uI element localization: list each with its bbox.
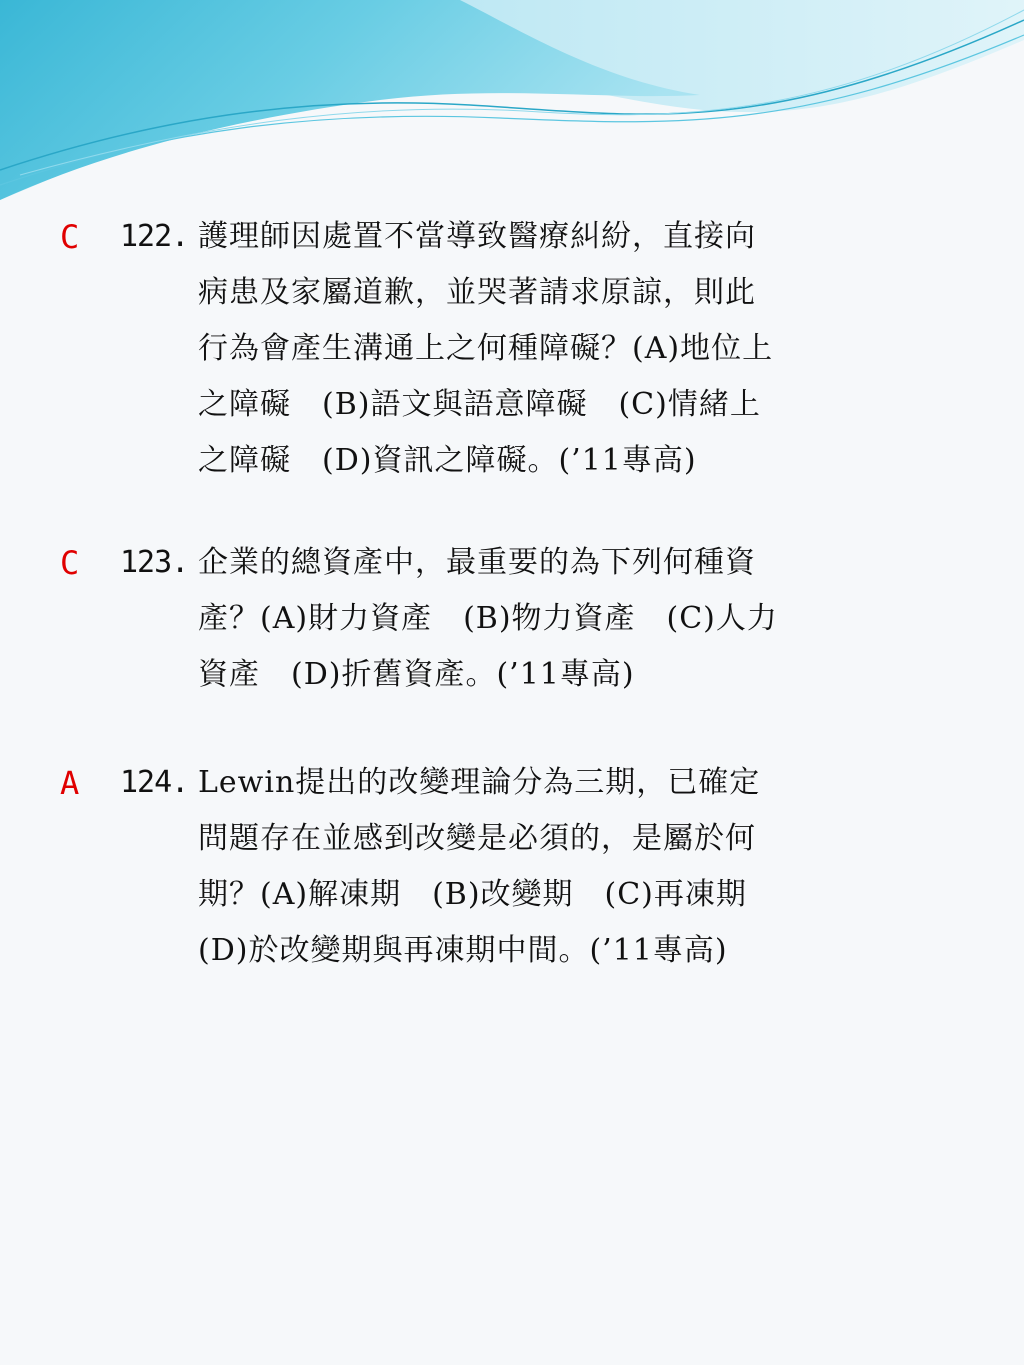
answer-key: A bbox=[60, 764, 80, 802]
question-text-line: 企業的總資產中，最重要的為下列何種資 bbox=[198, 545, 756, 580]
question-text-line: 之障礙 (B)語文與語意障礙 (C)情緒上 bbox=[198, 387, 761, 422]
question-text-line: 行為會產生溝通上之何種障礙？(A)地位上 bbox=[198, 331, 774, 366]
question-number: 122. bbox=[120, 219, 189, 254]
question-text-line: Lewin提出的改變理論分為三期，已確定 bbox=[198, 765, 761, 800]
question-text-line: 病患及家屬道歉，並哭著請求原諒，則此 bbox=[198, 275, 756, 310]
question-text-line: 期？(A)解凍期 (B)改變期 (C)再凍期 bbox=[198, 877, 747, 912]
question-123 bbox=[0, 536, 1024, 706]
question-text-line: 之障礙 (D)資訊之障礙。(’11專高) bbox=[198, 443, 697, 478]
header-wave-banner bbox=[0, 0, 1024, 230]
question-number: 123. bbox=[120, 545, 189, 580]
question-text-line: 產？(A)財力資產 (B)物力資產 (C)人力 bbox=[198, 601, 778, 636]
question-text-line: 護理師因處置不當導致醫療糾紛，直接向 bbox=[198, 219, 756, 254]
question-number: 124. bbox=[120, 765, 189, 800]
question-text-line: 資產 (D)折舊資產。(’11專高) bbox=[198, 657, 635, 692]
answer-key: C bbox=[60, 218, 80, 256]
question-text-line: 問題存在並感到改變是必須的，是屬於何 bbox=[198, 821, 756, 856]
question-122 bbox=[0, 210, 1024, 480]
question-124 bbox=[0, 756, 1024, 986]
answer-key: C bbox=[60, 544, 80, 582]
question-text-line: (D)於改變期與再凍期中間。(’11專高) bbox=[198, 933, 728, 968]
